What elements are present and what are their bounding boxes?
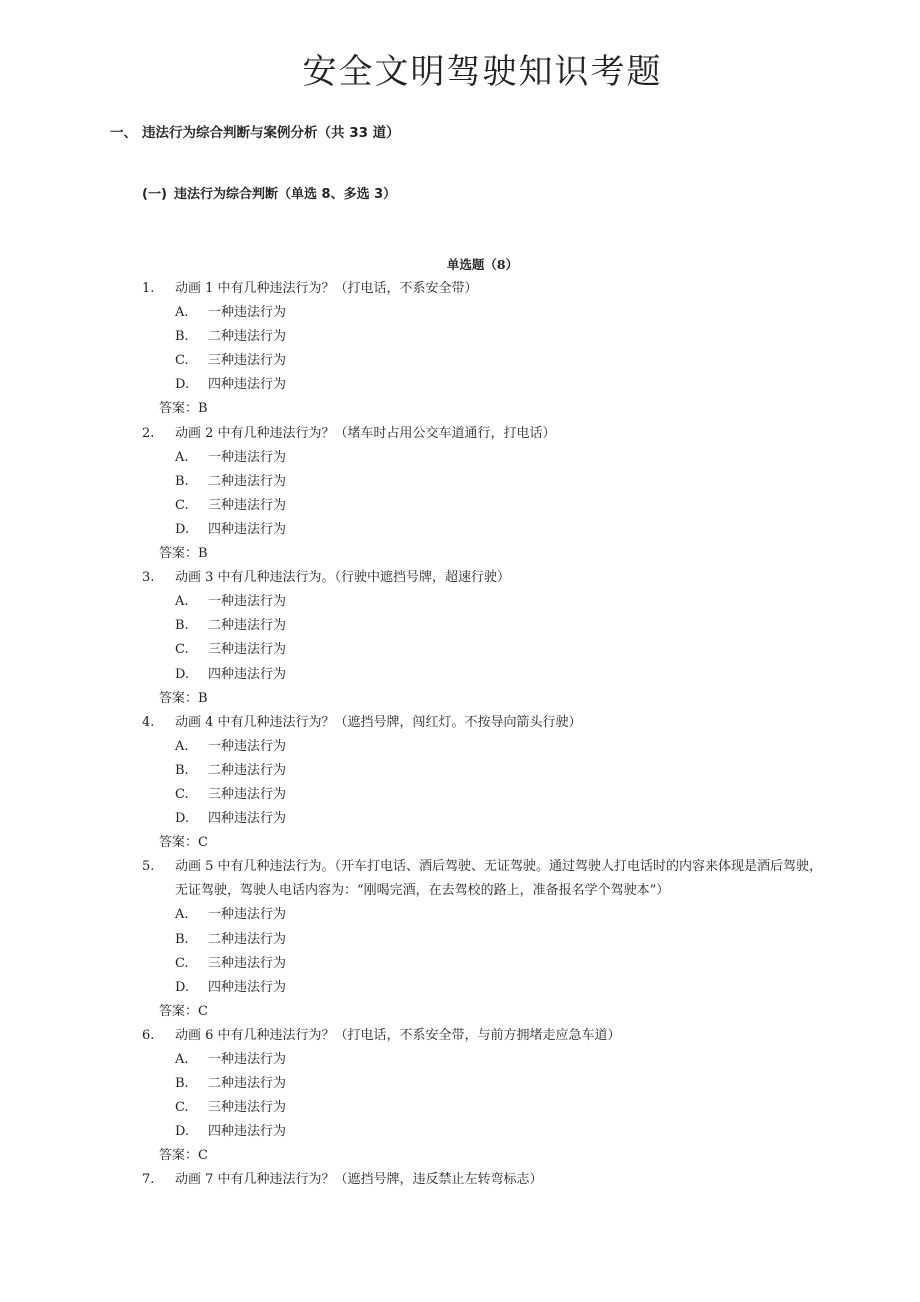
option-letter: A. bbox=[175, 305, 189, 321]
option-text: 一种违法行为 bbox=[208, 305, 287, 321]
question-text-line: 无证驾驶，驾驶人电话内容为：“刚喝完酒，在去驾校的路上，准备报名学个驾驶本”） bbox=[175, 883, 670, 899]
option-letter: B. bbox=[175, 1076, 189, 1092]
question bbox=[0, 711, 920, 735]
option-letter: A. bbox=[175, 907, 189, 923]
question-number: 3. bbox=[142, 570, 155, 586]
option-text: 四种违法行为 bbox=[208, 979, 287, 995]
section-title: 违法行为综合判断与案例分析（共 33 道） bbox=[142, 125, 400, 141]
option bbox=[0, 470, 920, 494]
question-text: 动画 3 中有几种违法行为。（行驶中遮挡号牌，超速行驶） bbox=[175, 570, 511, 586]
option bbox=[0, 446, 920, 470]
subsection-title: 违法行为综合判断（单选 8、多选 3） bbox=[174, 187, 397, 202]
option-letter: C. bbox=[175, 353, 189, 369]
option-letter: A. bbox=[175, 1052, 189, 1067]
option bbox=[0, 590, 920, 614]
option-text: 一种违法行为 bbox=[208, 738, 287, 754]
section-heading bbox=[110, 121, 400, 141]
question bbox=[0, 422, 920, 446]
option-text: 三种违法行为 bbox=[208, 786, 287, 802]
option bbox=[0, 807, 920, 831]
question-text: 动画 2 中有几种违法行为？（堵车时占用公交车道通行，打电话） bbox=[175, 425, 556, 441]
question-number: 5. bbox=[142, 859, 155, 875]
subsection-heading bbox=[142, 183, 396, 202]
option bbox=[0, 301, 920, 325]
single-choice-heading: 单选题（8） bbox=[446, 257, 519, 272]
option-letter: D. bbox=[175, 666, 190, 682]
option-text: 四种违法行为 bbox=[208, 1124, 287, 1140]
answer: 答案：B bbox=[159, 690, 208, 706]
option bbox=[0, 518, 920, 542]
option-letter: A. bbox=[175, 738, 189, 754]
option-text: 二种违法行为 bbox=[208, 762, 287, 778]
answer: 答案：C bbox=[159, 1148, 208, 1164]
answer: 答案：C bbox=[159, 835, 208, 851]
option-text: 三种违法行为 bbox=[208, 1100, 287, 1116]
option-letter: C. bbox=[175, 786, 189, 802]
option-text: 二种违法行为 bbox=[208, 473, 287, 489]
option bbox=[0, 976, 920, 1000]
option-letter: B. bbox=[175, 473, 189, 489]
option-letter: B. bbox=[175, 329, 189, 345]
answer: 答案：B bbox=[159, 546, 208, 562]
question-text: 动画 7 中有几种违法行为？（遮挡号牌，违反禁止左转弯标志） bbox=[175, 1172, 543, 1188]
question-number: 1. bbox=[142, 281, 155, 296]
option bbox=[0, 373, 920, 397]
option-letter: D. bbox=[175, 377, 190, 393]
option-letter: C. bbox=[175, 497, 189, 513]
option-text: 一种违法行为 bbox=[208, 594, 287, 610]
option-text: 三种违法行为 bbox=[208, 353, 287, 369]
question-number: 6. bbox=[142, 1027, 155, 1043]
question-number: 4. bbox=[142, 714, 155, 730]
option bbox=[0, 614, 920, 638]
option-letter: A. bbox=[175, 594, 189, 610]
section-number: 一、 bbox=[110, 125, 137, 141]
option bbox=[0, 325, 920, 349]
question-text: 动画 4 中有几种违法行为？（遮挡号牌，闯红灯。不按导向箭头行驶） bbox=[175, 714, 582, 730]
question bbox=[0, 277, 920, 301]
option-letter: C. bbox=[175, 955, 189, 971]
option bbox=[0, 759, 920, 783]
question-text-continued bbox=[0, 879, 920, 903]
option bbox=[0, 735, 920, 759]
option-text: 四种违法行为 bbox=[208, 811, 287, 827]
question-text: 动画 5 中有几种违法行为。（开车打电话、酒后驾驶、无证驾驶。通过驾驶人打电话时的内容来体现是酒后驾驶， bbox=[175, 859, 823, 875]
subsection-number: (一) bbox=[142, 187, 167, 202]
question-number: 2. bbox=[142, 425, 155, 441]
option-text: 一种违法行为 bbox=[208, 1052, 287, 1067]
option bbox=[0, 1048, 920, 1072]
option-text: 三种违法行为 bbox=[208, 497, 287, 513]
option-text: 一种违法行为 bbox=[208, 449, 287, 465]
question-number: 7. bbox=[142, 1172, 155, 1188]
option-letter: D. bbox=[175, 1124, 190, 1140]
option-letter: B. bbox=[175, 931, 189, 947]
question-list bbox=[0, 277, 920, 1193]
option-text: 二种违法行为 bbox=[208, 1076, 287, 1092]
document-title: 安全文明驾驶知识考题 bbox=[302, 52, 663, 92]
option bbox=[0, 494, 920, 518]
option bbox=[0, 638, 920, 662]
option bbox=[0, 783, 920, 807]
option bbox=[0, 952, 920, 976]
option-text: 三种违法行为 bbox=[208, 642, 287, 658]
option bbox=[0, 663, 920, 687]
option bbox=[0, 349, 920, 373]
option-letter: D. bbox=[175, 811, 190, 827]
question bbox=[0, 566, 920, 590]
option bbox=[0, 1072, 920, 1096]
option-letter: C. bbox=[175, 1100, 189, 1116]
option-text: 二种违法行为 bbox=[208, 931, 287, 947]
option bbox=[0, 1120, 920, 1144]
option-text: 二种违法行为 bbox=[208, 329, 287, 345]
question-text: 动画 6 中有几种违法行为？（打电话，不系安全带，与前方拥堵走应急车道） bbox=[175, 1027, 621, 1043]
option-text: 四种违法行为 bbox=[208, 377, 287, 393]
question-text: 动画 1 中有几种违法行为？（打电话，不系安全带） bbox=[175, 281, 478, 296]
option-text: 二种违法行为 bbox=[208, 618, 287, 634]
option bbox=[0, 903, 920, 927]
option-letter: D. bbox=[175, 521, 190, 537]
question bbox=[0, 1168, 920, 1192]
option-letter: A. bbox=[175, 449, 189, 465]
question bbox=[0, 855, 920, 879]
option-letter: B. bbox=[175, 618, 189, 634]
option-letter: D. bbox=[175, 979, 190, 995]
option-letter: B. bbox=[175, 762, 189, 778]
option-text: 三种违法行为 bbox=[208, 955, 287, 971]
option-letter: C. bbox=[175, 642, 189, 658]
answer: 答案：B bbox=[159, 401, 208, 417]
option-text: 一种违法行为 bbox=[208, 907, 287, 923]
option bbox=[0, 928, 920, 952]
question bbox=[0, 1024, 920, 1048]
option bbox=[0, 1096, 920, 1120]
answer: 答案：C bbox=[159, 1003, 208, 1019]
option-text: 四种违法行为 bbox=[208, 666, 287, 682]
option-text: 四种违法行为 bbox=[208, 521, 287, 537]
